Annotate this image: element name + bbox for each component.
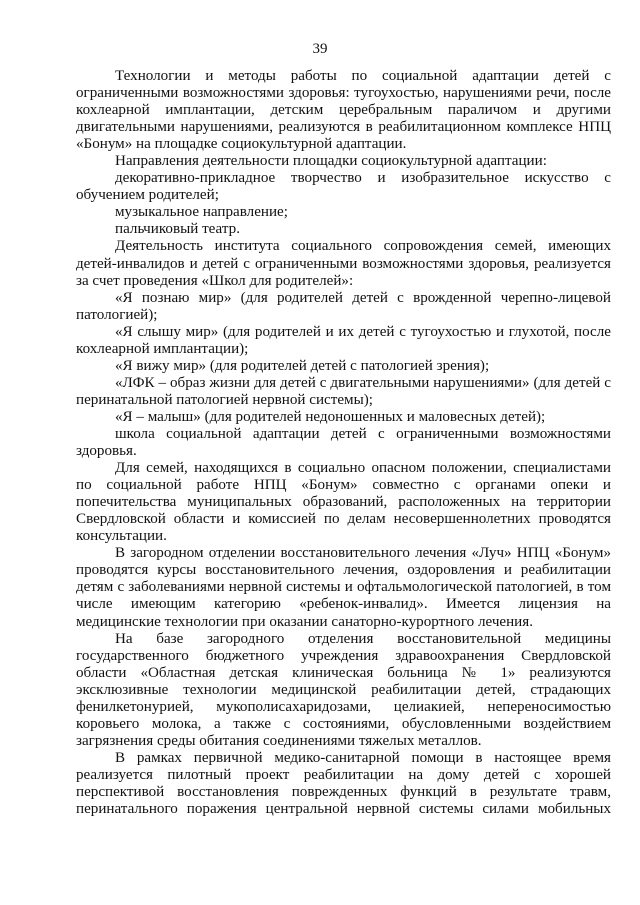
list-item: «Я – малыш» (для родителей недоношенных и маловесных детей); bbox=[115, 408, 546, 425]
paragraph: В загородном отделении восстановительного лечения «Луч» НПЦ «Бонум» проводятся курсы восстановительного лечения, оздоровления и реабилитации детям с заболеваниями нервной системы и офтальмологической патологией, в том числе имеющим категорию «ребенок-инвалид». Имеется лицензия на медицинские технологии при оказании санаторно-курортного лечения. bbox=[76, 545, 611, 630]
paragraph: В рамках первичной медико-санитарной помощи в настоящее время реализуется пилотный проект реабилитации на дому детей с хорошей перспективой восстановления поврежденных функций в результате травм, перинатального поражения центральной нервной системы силами мобильных bbox=[76, 749, 611, 818]
list-item: «ЛФК – образ жизни для детей с двигательными нарушениями» (для детей с перинатальной патологией нервной системы); bbox=[76, 374, 611, 408]
list-item: «Я слышу мир» (для родителей и их детей с тугоухостью и глухотой, после кохлеарной имплантации); bbox=[76, 323, 611, 357]
page-number: 39 bbox=[312, 41, 328, 57]
paragraph: Для семей, находящихся в социально опасном положении, специалистами по социальной работе НПЦ «Бонум» совместно с органами опеки и попечительства муниципальных образований, расположенных на территории Свердловской области и комиссией по делам несовершеннолетних проводятся консультации. bbox=[76, 460, 611, 545]
list-item: декоративно-прикладное творчество и изобразительное искусство с обучением родителей; bbox=[76, 170, 611, 204]
document-body bbox=[76, 68, 611, 818]
list-item: школа социальной адаптации детей с ограниченными возможностями здоровья. bbox=[76, 425, 611, 460]
list-item: пальчиковый театр. bbox=[115, 221, 240, 238]
list-item: музыкальное направление; bbox=[115, 204, 288, 221]
list-item: «Я познаю мир» (для родителей детей с врожденной черепно-лицевой патологией); bbox=[76, 289, 611, 323]
list-item: «Я вижу мир» (для родителей детей с патологией зрения); bbox=[115, 357, 490, 374]
paragraph: Технологии и методы работы по социальной адаптации детей с ограниченными возможностями здоровья: тугоухостью, нарушениями речи, после кохлеарной имплантации, детским церебральным параличом и другими двигательными нарушениями, реализуются в реабилитационном комплексе НПЦ «Бонум» на площадке социокультурной адаптации. bbox=[76, 68, 611, 153]
paragraph: На базе загородного отделения восстановительной медицины государственного бюджетного учреждения здравоохранения Свердловской области «Областная детская клиническая больница № 1» реализуются эксклюзивные технологии медицинской реабилитации детей, страдающих фенилкетонурией, мукополисахаридозами, целиакией, непереносимостью коровьего молока, а также с состояниями, обусловленными воздействием загрязнения среды обитания соединениями тяжелых металлов. bbox=[76, 630, 611, 749]
paragraph: Деятельность института социального сопровождения семей, имеющих детей-инвалидов и детей с ограниченными возможностями здоровья, реализуется за счет проведения «Школ для родителей»: bbox=[76, 238, 611, 289]
paragraph: Направления деятельности площадки социокультурной адаптации: bbox=[115, 153, 547, 170]
